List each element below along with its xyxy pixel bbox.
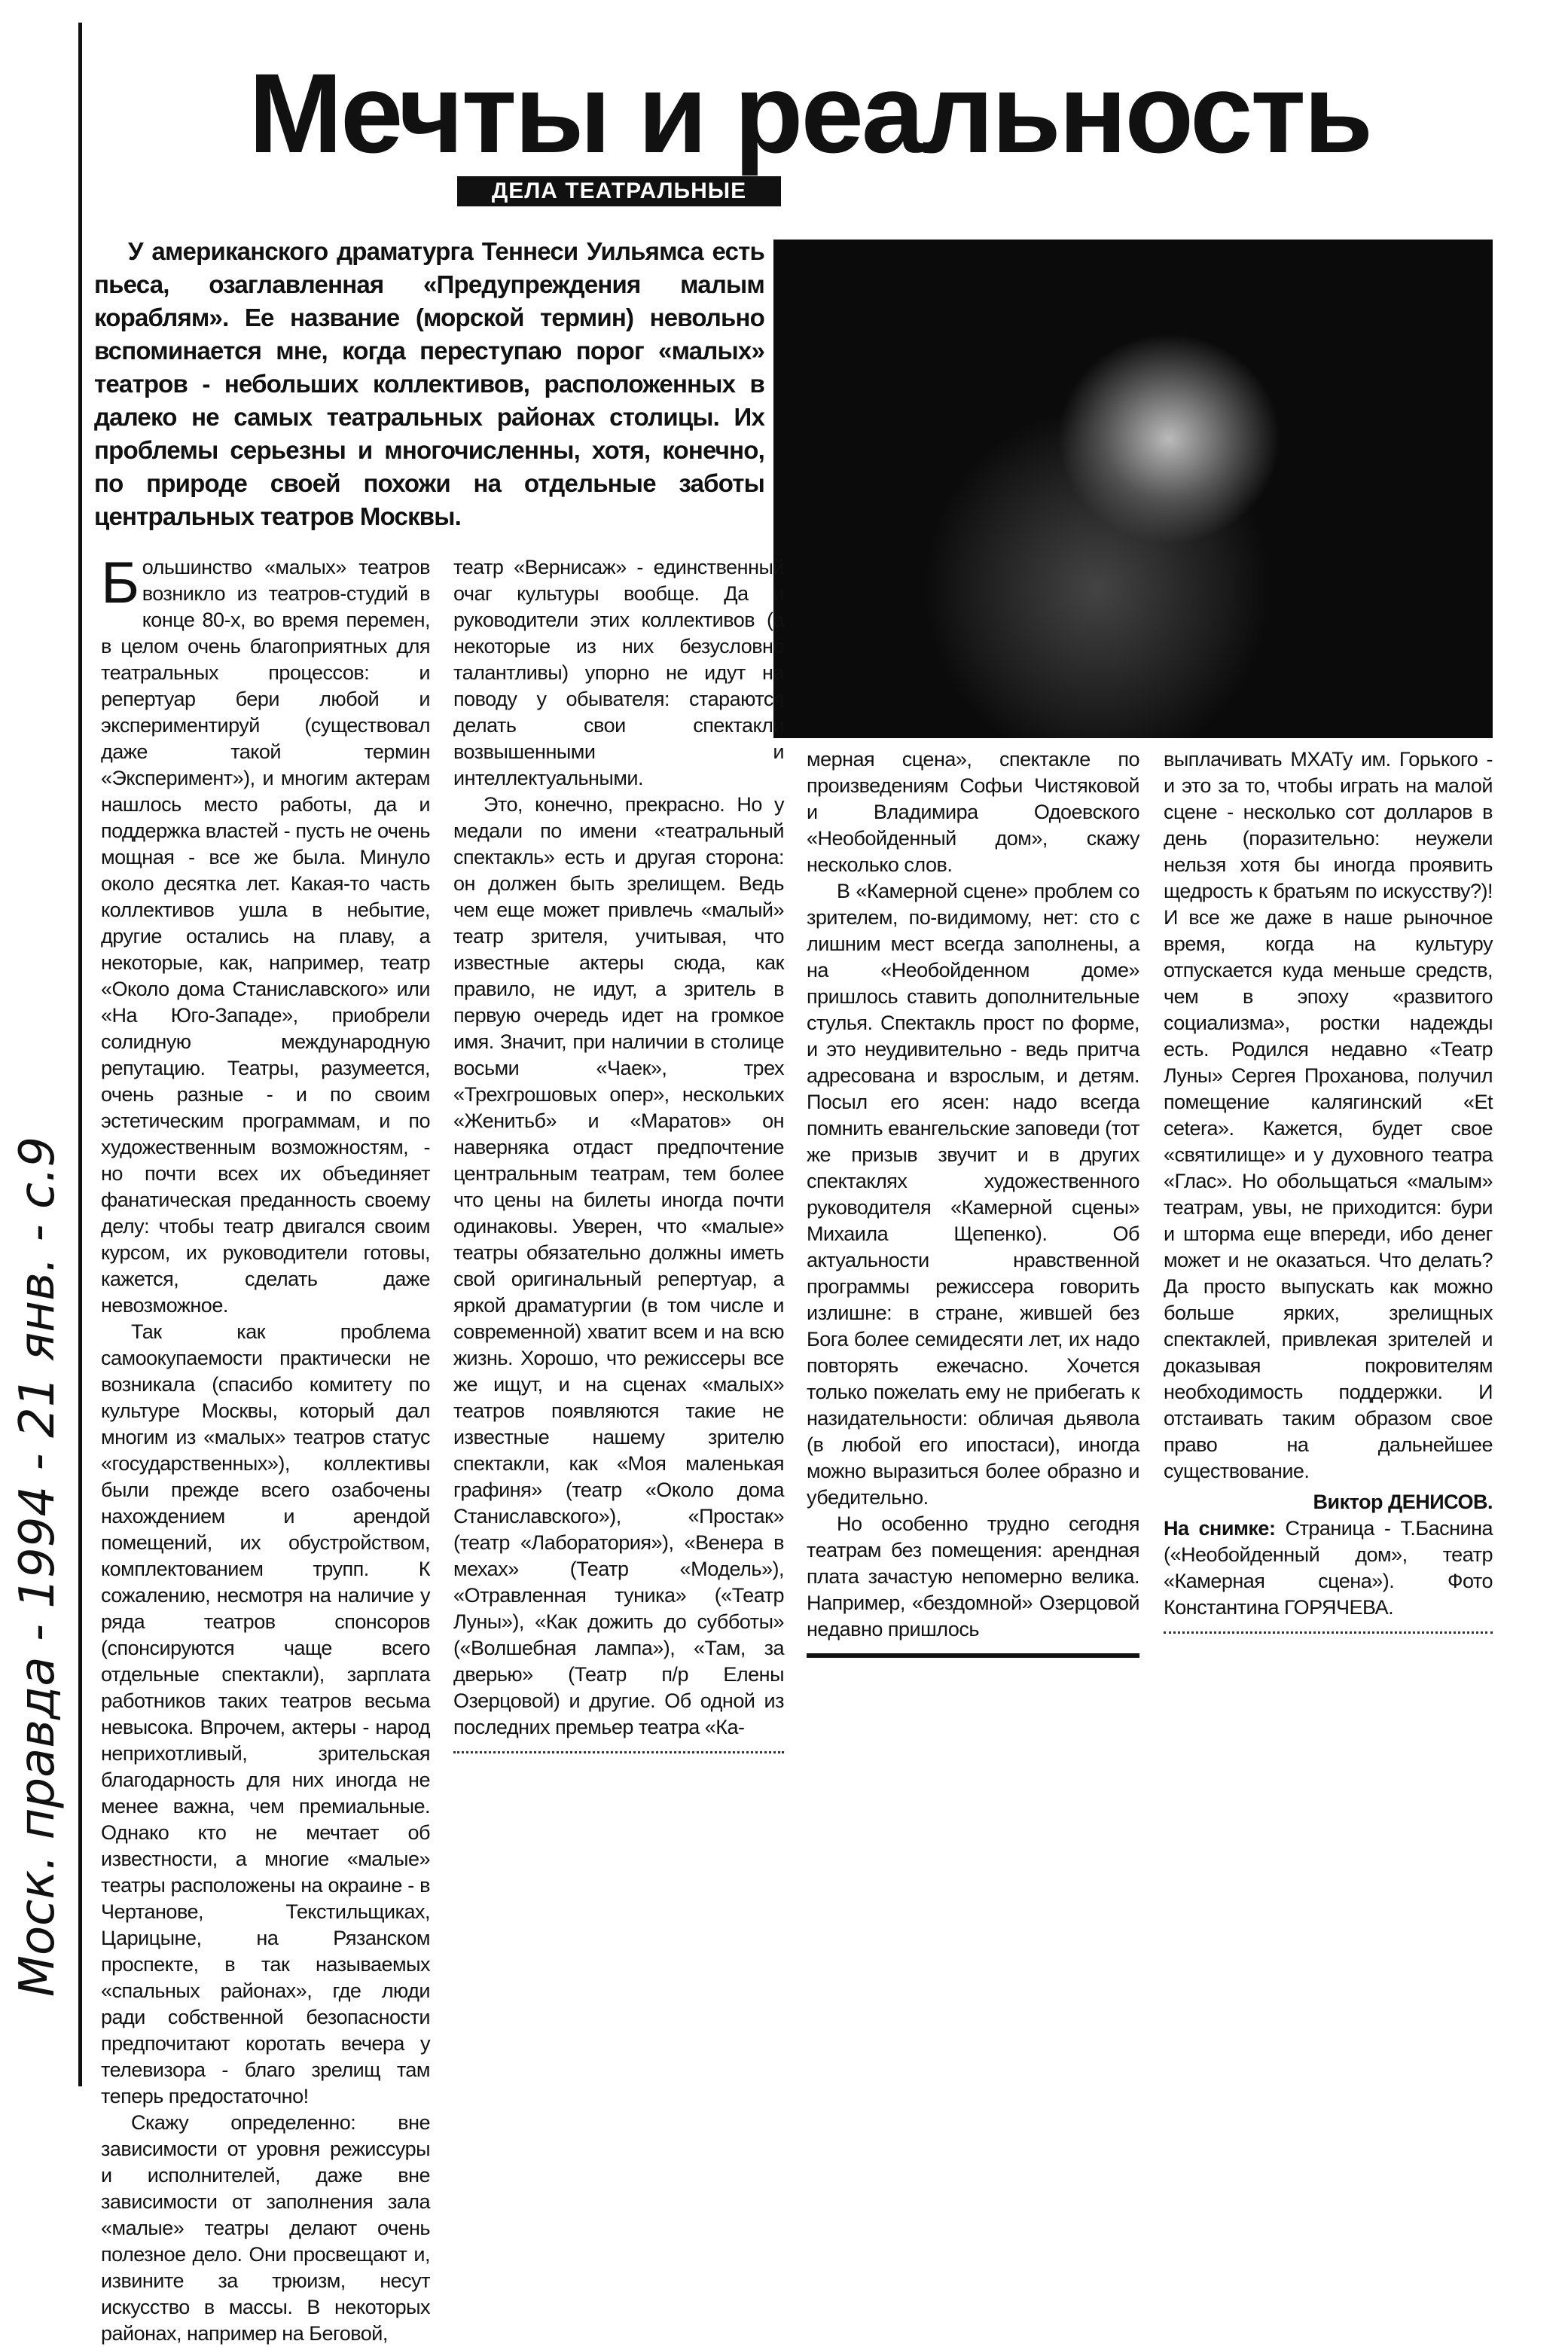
paragraph: театр «Вернисаж» - единственный очаг культуры вообще. Да и руководители этих коллективов (а некоторые из них безусловно талантливы) упорно не идут на поводу у обывателя: стараются делать свои спектакли возвышенными и интеллектуальными. bbox=[453, 556, 784, 789]
paragraph: Скажу определенно: вне зависимости от уровня режиссуры и исполнителей, даже вне зависимости от заполнения зала «малые» театры делают очень полезное дело. Они просвещают и, извините за трюизм, несут искусство в массы. В некоторых районах, например на Беговой, bbox=[101, 2111, 430, 2345]
divider bbox=[807, 1653, 1139, 1661]
paragraph: Это, конечно, прекрасно. Но у медали по имени «театральный спектакль» есть и другая сторона: он должен быть зрелищем. Ведь чем еще может привлечь «малый» театр зрителя, учитывая, что известные актеры сюда, как правило, не идут, а зритель в первую очередь идет на громкое имя. Значит, при наличии в столице восьми «Чаек», трех «Трехгрошовых опер», нескольких «Женитьб» и «Маратов» он наверняка отдаст предпочтение центральным театрам, тем более что цены на билеты иногда почти одинаковы. Уверен, что «малые» театры обязательно должны иметь свой оригинальный репертуар, а яркой драматургии (в том числе и современной) хватит всем и на всю жизнь. Хорошо, что режиссеры все же ищут, и на сценах «малых» театров появляются такие не известные нашему зрителю спектакли, как «Моя маленькая графиня» (театр «Около дома Станиславского»), «Простак» (театр «Лаборатория»), «Венера в мехах» (Театр «Модель»), «Отравленная туника» («Театр Луны»), «Как дожить до субботы» («Волшебная лампа»), «Там, за дверью» (Театр п/р Елены Озерцовой) и другие. Об одной из последних премьер театра «Ка- bbox=[453, 793, 784, 1738]
article-photo bbox=[773, 240, 1493, 738]
author-signature: Виктор ДЕНИСОВ. bbox=[1313, 1491, 1493, 1513]
left-block bbox=[94, 235, 784, 2347]
column-2 bbox=[453, 554, 784, 2347]
margin-rule bbox=[78, 23, 82, 2086]
column-1 bbox=[101, 549, 430, 2347]
article-lead: У американского драматурга Теннеси Уильямса есть пьеса, озаглавленная «Предупреждения малым кораблям». Ее название (морской термин) невольно вспоминается мне, когда переступаю порог «малых» театров - небольших коллективов, расположенных в далеко не самых театральных районах столицы. Их проблемы серьезны и многочисленны, хотя, конечно, по природе своей похожи на отдельные заботы центральных театров Москвы. bbox=[94, 237, 764, 530]
handwritten-note: Моск. правда - 1994 - 21 янв. - с.9 bbox=[10, 1136, 66, 1998]
divider bbox=[1164, 1631, 1493, 1637]
paragraph: Так как проблема самоокупаемости практически не возникала (спасибо комитету по культуре Москвы, который дал многим из «малых» театров статус «государственных»), коллективы были прежде всего озабочены нахождением и арендой помещений, их обустройством, комплектованием трупп. К сожалению, несмотря на наличие у ряда театров спонсоров (спонсируются чаще всего отдельные спектакли), зарплата работников таких театров весьма невысока. Впрочем, актеры - народ неприхотливый, зрительская благодарность для них иногда не менее важна, чем премиальные. Однако кто не мечтает об известности, а многие «малые» театры расположены на окраине - в Чертанове, Текстильщиках, Царицыне, на Рязанском проспекте, в так называемых «спальных районах», где люди ради собственной безопасности предпочитают коротать вечера у телевизора - благо зрелищ там теперь предостаточно! bbox=[101, 1320, 430, 2107]
paragraph bbox=[101, 549, 430, 1319]
rubric-label: ДЕЛА ТЕАТРАЛЬНЫЕ bbox=[457, 176, 781, 206]
left-columns bbox=[101, 549, 784, 2347]
paragraph: В «Камерной сцене» проблем со зрителем, по-видимому, нет: сто с лишним мест всегда заполнены, а на «Необойденном доме» пришлось ставить дополнительные стулья. Спектакль прост по форме, и это неудивительно - ведь притча адресована и взрослым, и детям. Посыл его ясен: надо всегда помнить евангельские заповеди (тот же призыв звучит и в других спектаклях художественного руководителя «Камерной сцены» Михаила Щепенко). Об актуальности нравственной программы режиссера говорить излишне: в стране, жившей без Бога более семидесяти лет, их надо повторять ежечасно. Хочется только пожелать ему не прибегать к назидательности: обличая дьявола (в любой его ипостаси), иногда можно выразиться более образно и убедительно. bbox=[807, 880, 1139, 1509]
column-4 bbox=[1164, 746, 1493, 1637]
drop-cap: Б bbox=[101, 549, 139, 615]
divider bbox=[453, 1751, 784, 1756]
paragraph-text: ольшинство «малых» театров возникло из театров-студий в конце 80-х, во время перемен, в целом очень благоприятных для театральных процессов: и репертуар бери любой и экспериментируй (существовал даже такой термин «Эксперимент»), и многим актерам нашлось место работы, да и поддержка властей - пусть не очень мощная - все же была. Минуло около десятка лет. Какая-то часть коллективов ушла в небытие, другие остались на плаву, а некоторые, как, например, театр «Около дома Станиславского» или «На Юго-Западе», приобрели солидную международную репутацию. Театры, разумеется, очень разные - и по своим эстетическим программам, и по художественным возможностям, - но почти всех их объединяет фанатическая преданность своему делу: чтобы театр двигался своим курсом, их руководители готовы, кажется, сделать даже невозможное. bbox=[101, 556, 430, 1317]
caption-label: На снимке: bbox=[1164, 1517, 1276, 1540]
photo-caption bbox=[1164, 1515, 1493, 1621]
paragraph: мерная сцена», спектакле по произведениям Софьи Чистяковой и Владимира Одоевского «Необойденный дом», скажу несколько слов. bbox=[807, 748, 1139, 876]
column-3 bbox=[807, 746, 1139, 1661]
paragraph: Но особенно трудно сегодня театрам без помещения: арендная плата зачастую непомерно велика. Например, «бездомной» Озерцовой недавно пришлось bbox=[807, 1512, 1139, 1640]
paragraph: выплачивать МХАТу им. Горького - и это за то, чтобы играть на малой сцене - несколько сот долларов в день (поразительно: неужели нельзя хотя бы иногда проявить щедрость к братьям по искусству?)! И все же даже в наше рыночное время, когда на культуру отпускается куда меньше средств, чем в эпоху «развитого социализма», ростки надежды есть. Родился недавно «Театр Луны» Сергея Проханова, получил помещение калягинский «Et cetera». Кажется, будет свое «святилище» и у духовного театра «Глас». Но обольщаться «малым» театрам, увы, не приходится: бури и шторма еще впереди, ибо денег может и не оказаться. Что делать? Да просто выпускать как можно больше ярких, зрелищных спектаклей, привлекая зрителей и доказывая покровителям необходимость поддержки. И отстаивать таким образом свое право на дальнейшее существование. bbox=[1164, 748, 1493, 1482]
caption-text: Страница - Т.Баснина («Необойденный дом», театр «Камерная сцена»). Фото Константина ГОРЯЧЕВА. bbox=[1164, 1517, 1493, 1619]
article-title: Мечты и реальность bbox=[249, 50, 1371, 176]
